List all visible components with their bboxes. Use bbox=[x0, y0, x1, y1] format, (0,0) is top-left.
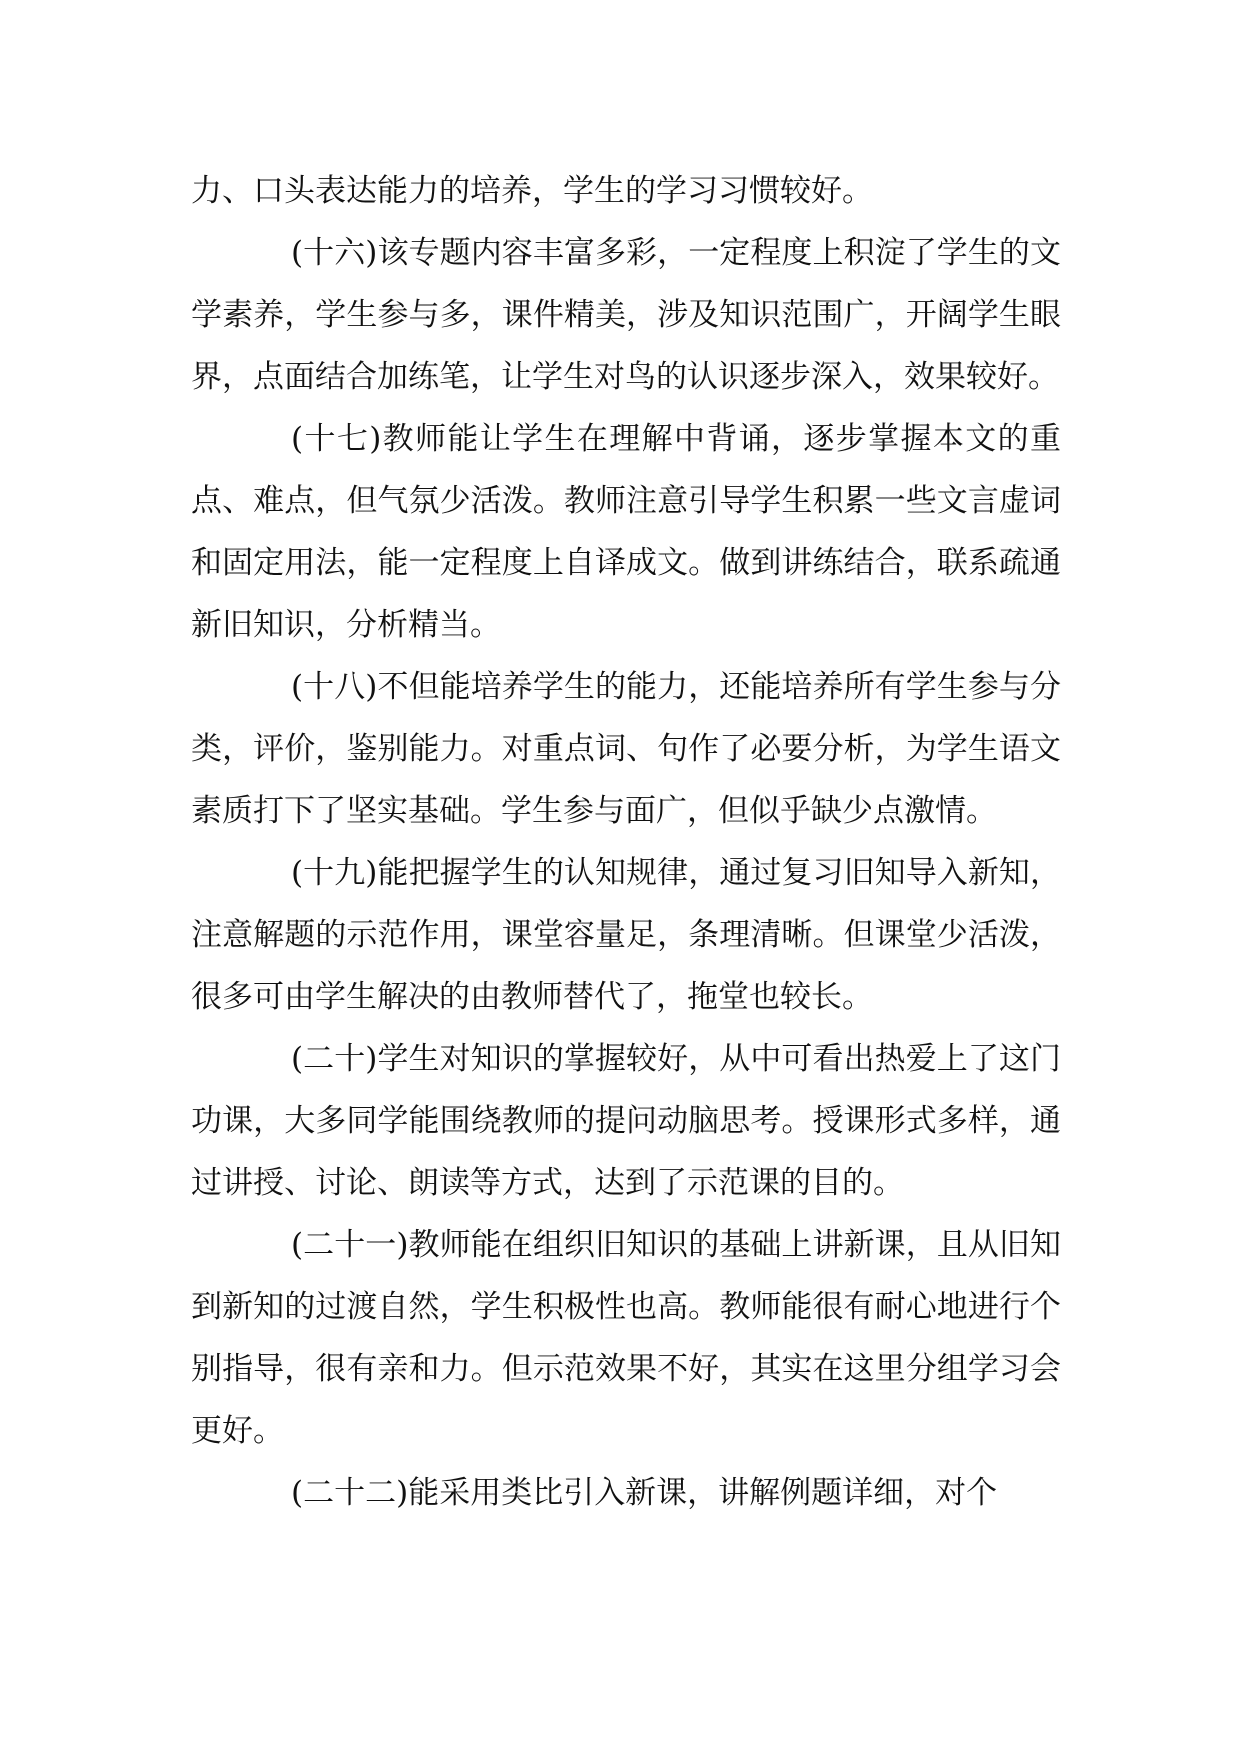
document-body bbox=[191, 160, 1061, 1524]
paragraph: (二十)学生对知识的掌握较好，从中可看出热爱上了这门功课，大多同学能围绕教师的提问动脑思考。授课形式多样，通过讲授、讨论、朗读等方式，达到了示范课的目的。 bbox=[191, 1041, 1061, 1201]
paragraph: 力、口头表达能力的培养，学生的学习习惯较好。 bbox=[191, 173, 873, 209]
paragraph: (二十一)教师能在组织旧知识的基础上讲新课，且从旧知到新知的过渡自然，学生积极性也高。教师能很有耐心地进行个别指导，很有亲和力。但示范效果不好，其实在这里分组学习会更好。 bbox=[191, 1227, 1061, 1449]
paragraph: (十七)教师能让学生在理解中背诵，逐步掌握本文的重点、难点，但气氛少活泼。教师注意引导学生积累一些文言虚词和固定用法，能一定程度上自译成文。做到讲练结合，联系疏通新旧知识，分析精当。 bbox=[191, 421, 1061, 643]
paragraph: (二十二)能采用类比引入新课，讲解例题详细，对个 bbox=[291, 1475, 998, 1511]
paragraph: (十九)能把握学生的认知规律，通过复习旧知导入新知，注意解题的示范作用，课堂容量足，条理清晰。但课堂少活泼，很多可由学生解决的由教师替代了，拖堂也较长。 bbox=[191, 855, 1061, 1015]
paragraph: (十八)不但能培养学生的能力，还能培养所有学生参与分类，评价，鉴别能力。对重点词、句作了必要分析，为学生语文素质打下了坚实基础。学生参与面广，但似乎缺少点激情。 bbox=[191, 669, 1061, 829]
paragraph: (十六)该专题内容丰富多彩，一定程度上积淀了学生的文学素养，学生参与多，课件精美，涉及知识范围广，开阔学生眼界，点面结合加练笔，让学生对鸟的认识逐步深入，效果较好。 bbox=[191, 235, 1061, 395]
